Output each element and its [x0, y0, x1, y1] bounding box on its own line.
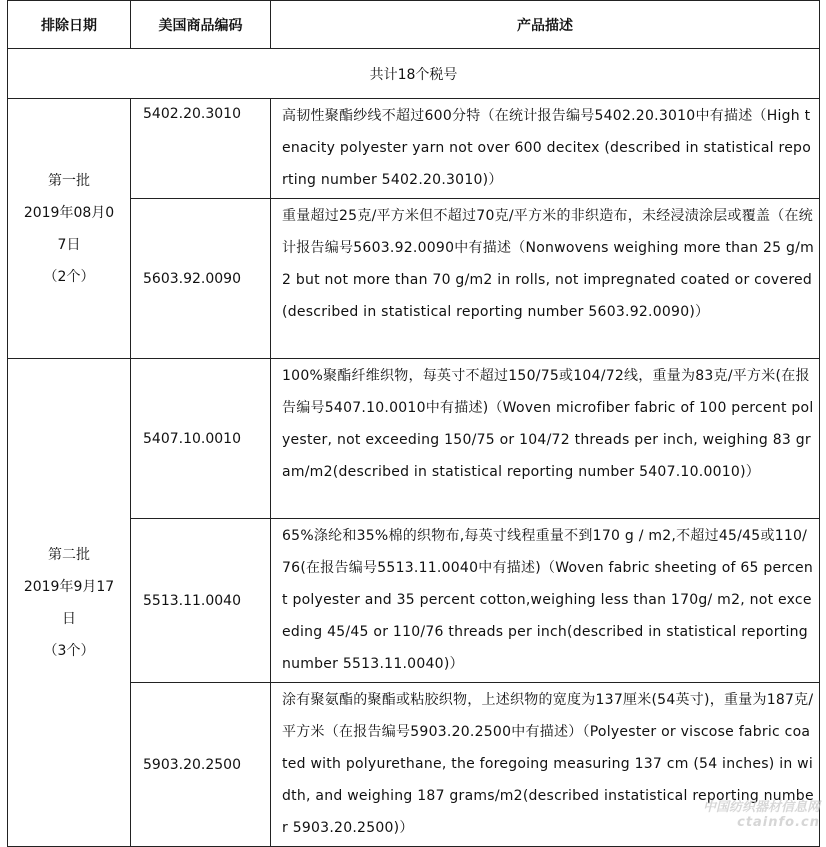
- batch-1-date: [8, 99, 131, 359]
- total-row: [8, 49, 820, 99]
- product-description: 涂有聚氨酯的聚酯或粘胶织物，上述织物的宽度为137厘米(54英寸)，重量为187克/平方米（在报告编号5903.20.2500中有描述）（Polyester or viscose fabric coated with polyurethane, the foregoing measuring 137 cm (54 inches) in width, and weighing 187 grams/m2(described instatistical reporting number 5903.20.2500)）: [271, 683, 820, 847]
- header-row: [8, 1, 820, 49]
- watermark-site-name: 中国纺织器材信息网: [702, 800, 820, 815]
- product-description: 100%聚酯纤维织物，每英寸不超过150/75或104/72线，重量为83克/平方米(在报告编号5407.10.0010中有描述)（Woven microfiber fabric of 100 percent polyester, not exceeding 150/75 or 104/72 threads per inch, weighing 83 gram/m2(described in statistical reporting number 5407.10.0010)）: [271, 359, 820, 519]
- batch-2-date-line: 2019年9月17: [23, 578, 115, 595]
- product-description: 重量超过25克/平方米但不超过70克/平方米的非织造布，未经浸渍涂层或覆盖（在统计报告编号5603.92.0090中有描述（Nonwovens weighing more than 25 g/m2 but not more than 70 g/m2 in rolls, not impregnated coated or covered(described in statistical reporting number 5603.92.0090)）: [271, 199, 820, 359]
- exclusion-table: [7, 0, 820, 847]
- product-description: 高韧性聚酯纱线不超过600分特（在统计报告编号5402.20.3010中有描述（High tenacity polyester yarn not over 600 decitex (described in statistical reporting number 5402.20.3010)）: [271, 99, 820, 199]
- commodity-code: 5402.20.3010: [131, 99, 271, 199]
- header-exclusion-date: 排除日期: [8, 1, 131, 49]
- batch-2-date: [8, 359, 131, 847]
- batch-1-date-line: 7日: [57, 236, 81, 253]
- commodity-code: 5903.20.2500: [131, 683, 271, 847]
- batch-1-label: 第一批: [48, 172, 90, 189]
- total-count: 共计18个税号: [8, 49, 820, 99]
- batch-1-date-line: 2019年08月0: [23, 204, 115, 221]
- header-us-commodity-code: 美国商品编码: [131, 1, 271, 49]
- batch-2-count: （3个）: [43, 642, 95, 659]
- commodity-code: 5603.92.0090: [131, 199, 271, 359]
- batch-1-count: （2个）: [43, 268, 95, 285]
- product-description: 65%涤纶和35%棉的织物布,每英寸线程重量不到170 g / m2,不超过45/45或110/76(在报告编号5513.11.0040中有描述)（Woven fabric sheeting of 65 percent polyester and 35 percent cotton,weighing less than 170g/ m2, not exceeding 45/45 or 110/76 threads per inch(described in statistical reporting number 5513.11.0040)）: [271, 519, 820, 683]
- header-product-description: 产品描述: [271, 1, 820, 49]
- commodity-code: 5513.11.0040: [131, 519, 271, 683]
- batch-2-label: 第二批: [48, 546, 90, 563]
- table-row: [8, 359, 820, 519]
- table-row: [8, 99, 820, 199]
- commodity-code: 5407.10.0010: [131, 359, 271, 519]
- batch-2-date-line: 日: [62, 610, 76, 627]
- watermark-domain: ctainfo.cn: [737, 815, 820, 830]
